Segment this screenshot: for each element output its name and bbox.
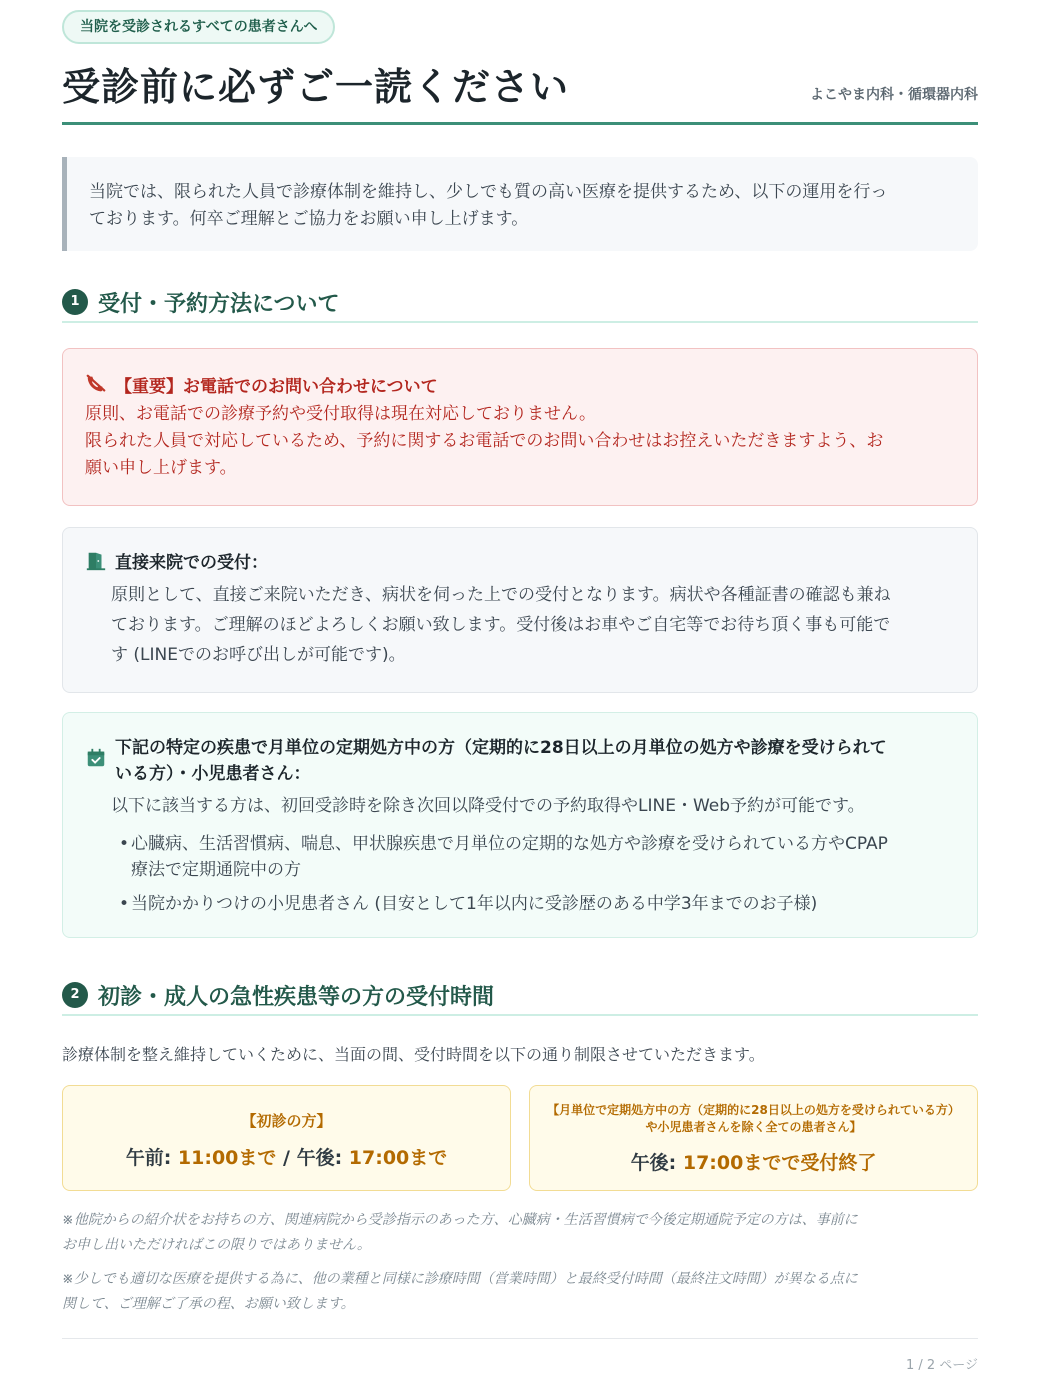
pm-label: 午後:: [296, 1147, 349, 1169]
walk-in-box: [62, 527, 978, 693]
regular-title-line: いる方）・小児患者さん：: [115, 764, 311, 784]
pm-time: 17:00までで受付終了: [682, 1152, 877, 1174]
clinic-name: よこやま内科・循環器内科: [810, 87, 978, 103]
alert-line: 限られた人員で対応しているため、予約に関するお電話でのお問い合わせはお控えいただきますよう、お: [85, 431, 884, 451]
section-title: 受付・予約方法について: [98, 291, 340, 317]
alert-body: [85, 401, 955, 482]
section-number: 2: [62, 982, 88, 1008]
first-visit-label: 【初診の方】: [241, 1112, 332, 1130]
page-number: 1 / 2 ページ: [905, 1358, 978, 1373]
audience-tag: 当院を受診されるすべての患者さんへ: [62, 10, 335, 44]
section-1-heading: [62, 283, 978, 323]
list-item: [119, 831, 955, 883]
intro-line: ております。何卒ご理解とご協力をお願い申し上げます。: [89, 209, 529, 229]
pm-time: 17:00まで: [348, 1147, 448, 1169]
hours-note: [62, 1267, 978, 1317]
list-item-line: 療法で定期通院中の方: [131, 860, 301, 880]
all-patients-label-line: 【月単位で定期処方中の方（定期的に28日以上の処方を受けられている方）: [547, 1103, 960, 1117]
all-patients-label: [530, 1102, 977, 1136]
walk-in-body: [85, 580, 955, 670]
pm-label: 午後:: [630, 1152, 683, 1174]
all-patients-hours-box: [529, 1085, 978, 1191]
note-line: ※少しでも適切な医療を提供する為に、他の業種と同様に診療時間（営業時間）と最終受付時間（最終注文時間）が異なる点に: [62, 1271, 858, 1287]
phone-slash-icon: [85, 373, 107, 395]
walk-in-heading: [85, 550, 955, 576]
walk-in-line: 原則として、直接ご来院いただき、病状を伺った上での受付となります。病状や各種証書の確認も兼ね: [111, 585, 891, 605]
time-separator: /: [276, 1147, 297, 1169]
calendar-check-icon: [85, 747, 107, 769]
alert-heading: [85, 371, 955, 397]
section-2-heading: [62, 976, 978, 1016]
footer-divider: [62, 1338, 978, 1339]
am-time: 11:00まで: [177, 1147, 277, 1169]
list-item: [119, 891, 955, 917]
referral-note: [62, 1208, 978, 1258]
section-2-lead: 診療体制を整え維持していくために、当面の間、受付時間を以下の通り制限させていただきます。: [62, 1045, 765, 1064]
alert-line: 原則、お電話での診療予約や受付取得は現在対応しておりません。: [85, 404, 597, 424]
first-visit-hours-box: [62, 1085, 511, 1191]
note-line: 関して、ご理解ご了承の程、お願い致します。: [62, 1296, 355, 1312]
regular-heading: [85, 735, 955, 787]
list-item-line: • 心臓病、生活習慣病、喘息、甲状腺疾患で月単位の定期的な処方や診療を受けられている方やCPAP: [131, 834, 888, 854]
walk-in-line: ております。ご理解のほどよろしくお願い致します。受付後はお車やご自宅等でお待ち頂く事も可能で: [111, 615, 891, 635]
intro-box: [62, 157, 978, 251]
phone-notice-alert: [62, 348, 978, 506]
regular-patients-box: [62, 712, 978, 938]
condition-list: [85, 831, 955, 917]
walk-in-title: 直接来院での受付：: [115, 553, 268, 573]
note-line: お申し出いただければこの限りではありません。: [62, 1237, 371, 1253]
intro-line: 当院では、限られた人員で診療体制を維持し、少しでも質の高い医療を提供するため、以下の運用を行っ: [89, 182, 888, 202]
section-number: 1: [62, 289, 88, 315]
am-label: 午前:: [125, 1147, 178, 1169]
all-patients-label-line: や小児患者さんを除く全ての患者さん】: [645, 1120, 862, 1134]
door-icon: [85, 550, 107, 572]
walk-in-line: す (LINEでのお呼び出しが可能です)。: [111, 645, 406, 665]
title-divider: [62, 122, 978, 125]
alert-title: 【重要】お電話でのお問い合わせについて: [115, 376, 438, 397]
section-title: 初診・成人の急性疾患等の方の受付時間: [98, 984, 495, 1010]
note-line: ※他院からの紹介状をお持ちの方、関連病院から受診指示のあった方、心臓病・生活習慣病で今後定期通院予定の方は、事前に: [62, 1212, 858, 1228]
regular-title-line: 下記の特定の疾患で月単位の定期処方中の方（定期的に28日以上の月単位の処方や診療を受けられて: [115, 738, 887, 758]
first-visit-hours: [63, 1143, 510, 1170]
all-patients-hours: [530, 1148, 977, 1175]
regular-desc: 以下に該当する方は、初回受診時を除き次回以降受付での予約取得やLINE・Web予約が可能です。: [111, 796, 865, 816]
list-item-line: • 当院かかりつけの小児患者さん (目安として1年以内に受診歴のある中学3年までのお子様): [131, 894, 818, 914]
page-title: 受診前に必ずご一読ください: [62, 65, 570, 109]
alert-line: 願い申し上げます。: [85, 458, 237, 478]
